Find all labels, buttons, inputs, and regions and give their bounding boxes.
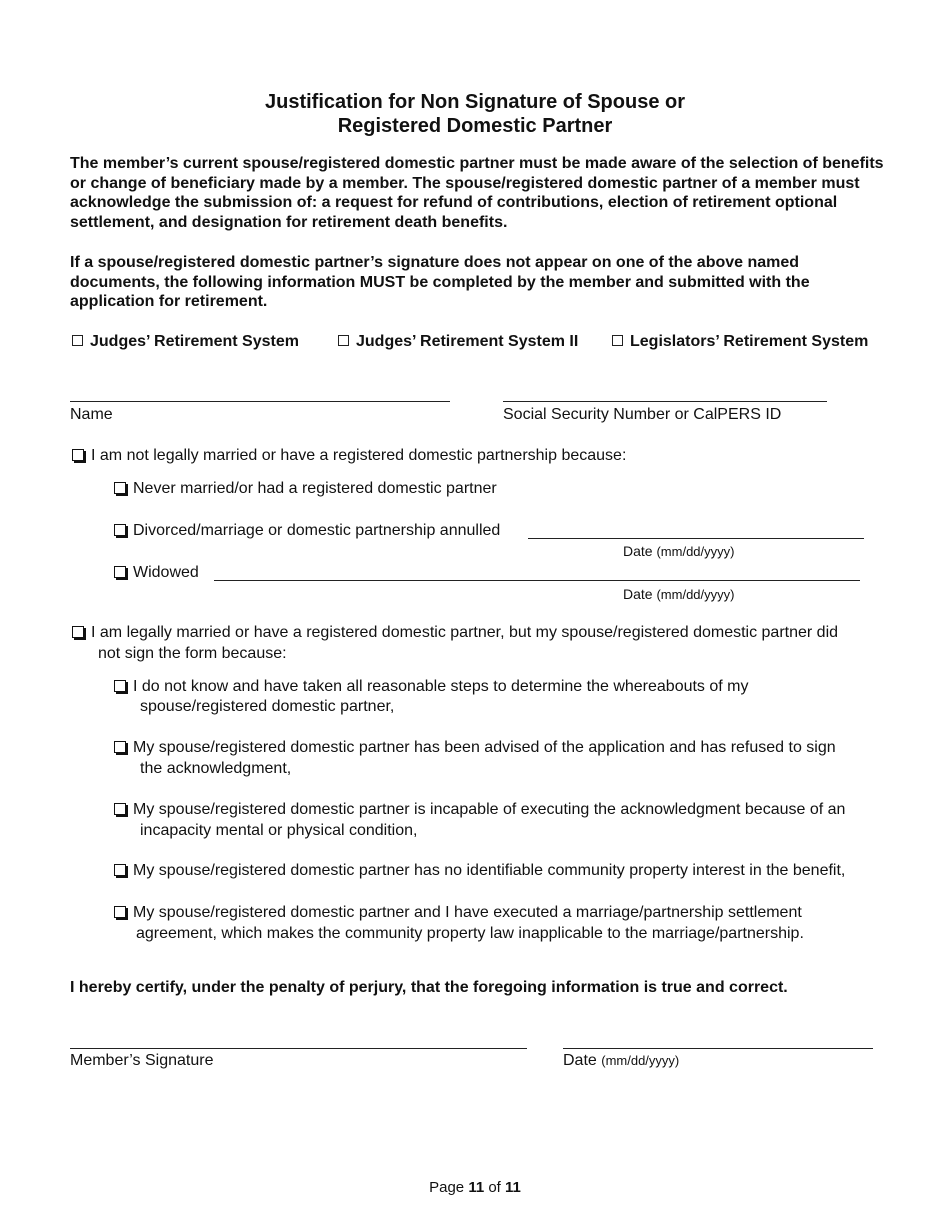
reason-settlement-line-2: agreement, which makes the community property law inapplicable to the marriage/partnership.: [136, 925, 804, 942]
checkbox-widowed[interactable]: [114, 566, 126, 578]
divorced-date-caption: [623, 541, 734, 562]
ssn-label: Social Security Number or CalPERS ID: [503, 406, 782, 423]
reason-incapable[interactable]: [114, 800, 845, 820]
checkbox-not-married[interactable]: [72, 449, 84, 461]
ssn-field[interactable]: [503, 401, 827, 402]
reason-incapable-line-1: My spouse/registered domestic partner is incapable of executing the acknowledgment because of an: [133, 801, 846, 818]
system-jrs2-label: Judges’ Retirement System II: [356, 333, 579, 350]
page-total: 11: [505, 1179, 521, 1196]
page-word: Page: [429, 1179, 465, 1196]
checkbox-lrs[interactable]: [612, 335, 623, 346]
name-field[interactable]: [70, 401, 450, 402]
reason-refused-line-1: My spouse/registered domestic partner has been advised of the application and has refused to sign: [133, 739, 836, 756]
divorced-date-format: (mm/dd/yyyy): [656, 544, 735, 559]
signature-date-word: Date: [563, 1052, 597, 1069]
name-label: Name: [70, 406, 113, 423]
checkbox-divorced[interactable]: [114, 524, 126, 536]
signature-field[interactable]: [70, 1048, 527, 1049]
checkbox-reason-settlement[interactable]: [114, 906, 126, 918]
widowed-label: Widowed: [133, 564, 199, 581]
widowed-date-word: Date: [623, 586, 653, 602]
reason-settlement[interactable]: [114, 903, 802, 923]
title-line-2: Registered Domestic Partner: [337, 115, 613, 137]
checkbox-jrs2[interactable]: [338, 335, 349, 346]
widowed-date-caption: [623, 584, 734, 605]
reason-refused[interactable]: [114, 738, 836, 758]
reason-refused-line-2: the acknowledgment,: [140, 760, 292, 777]
never-married-label: Never married/or had a registered domestic partner: [133, 480, 497, 497]
system-option-lrs[interactable]: [612, 332, 868, 352]
reason-incapable-line-2: incapacity mental or physical condition,: [140, 822, 418, 839]
signature-label: Member’s Signature: [70, 1052, 214, 1069]
widowed-date-format: (mm/dd/yyyy): [656, 587, 735, 602]
divorced-date-word: Date: [623, 543, 653, 559]
checkbox-reason-refused[interactable]: [114, 741, 126, 753]
checkbox-jrs[interactable]: [72, 335, 83, 346]
not-married-option[interactable]: [72, 446, 626, 466]
checkbox-reason-no-interest[interactable]: [114, 864, 126, 876]
system-option-jrs2[interactable]: [338, 332, 578, 352]
page-current: 11: [468, 1179, 485, 1196]
married-label-line-1: I am legally married or have a registered domestic partner, but my spouse/registered domestic partner did: [91, 624, 839, 641]
instruction-paragraph: If a spouse/registered domestic partner’s signature does not appear on one of the above named documents, the following information MUST be completed by the member and submitted with the application for retirement.: [70, 254, 810, 310]
reason-whereabouts-line-2: spouse/registered domestic partner,: [140, 698, 395, 715]
intro-paragraph: The member’s current spouse/registered domestic partner must be made aware of the selection of benefits or change of beneficiary made by a member. The spouse/registered domestic partner of a member must acknowledge the submission of: a request for refund of contributions, election of retirement optional settlement, and designation for retirement death benefits.: [70, 155, 884, 231]
widowed-option[interactable]: [114, 563, 199, 583]
reason-whereabouts-line-1: I do not know and have taken all reasonable steps to determine the whereabouts of my: [133, 678, 749, 695]
signature-date-field[interactable]: [563, 1048, 873, 1049]
title-line-1: Justification for Non Signature of Spouse or: [264, 91, 686, 113]
form-title: [0, 90, 950, 138]
reason-no-interest-line-1: My spouse/registered domestic partner has no identifiable community property interest in the benefit,: [133, 862, 846, 879]
not-married-label: I am not legally married or have a registered domestic partnership because:: [91, 447, 627, 464]
checkbox-reason-whereabouts[interactable]: [114, 680, 126, 692]
checkbox-never-married[interactable]: [114, 482, 126, 494]
certification-statement: I hereby certify, under the penalty of perjury, that the foregoing information is true and correct.: [70, 979, 788, 996]
reason-no-interest[interactable]: [114, 861, 845, 881]
never-married-option[interactable]: [114, 479, 497, 499]
divorced-date-field[interactable]: [528, 538, 864, 539]
of-word: of: [488, 1179, 501, 1196]
reason-settlement-line-1: My spouse/registered domestic partner and I have executed a marriage/partnership settlement: [133, 904, 802, 921]
page-footer: [0, 1178, 950, 1198]
checkbox-reason-incapable[interactable]: [114, 803, 126, 815]
married-label-line-2: not sign the form because:: [98, 645, 287, 662]
system-lrs-label: Legislators’ Retirement System: [630, 333, 869, 350]
divorced-option[interactable]: [114, 521, 500, 541]
signature-date-format: (mm/dd/yyyy): [601, 1053, 680, 1068]
checkbox-married[interactable]: [72, 626, 84, 638]
system-jrs-label: Judges’ Retirement System: [90, 333, 299, 350]
married-option[interactable]: [72, 623, 838, 643]
signature-date-caption: [563, 1051, 679, 1071]
widowed-date-field[interactable]: [214, 580, 860, 581]
system-option-jrs[interactable]: [72, 332, 299, 352]
reason-whereabouts[interactable]: [114, 677, 749, 697]
divorced-label: Divorced/marriage or domestic partnership annulled: [133, 522, 501, 539]
